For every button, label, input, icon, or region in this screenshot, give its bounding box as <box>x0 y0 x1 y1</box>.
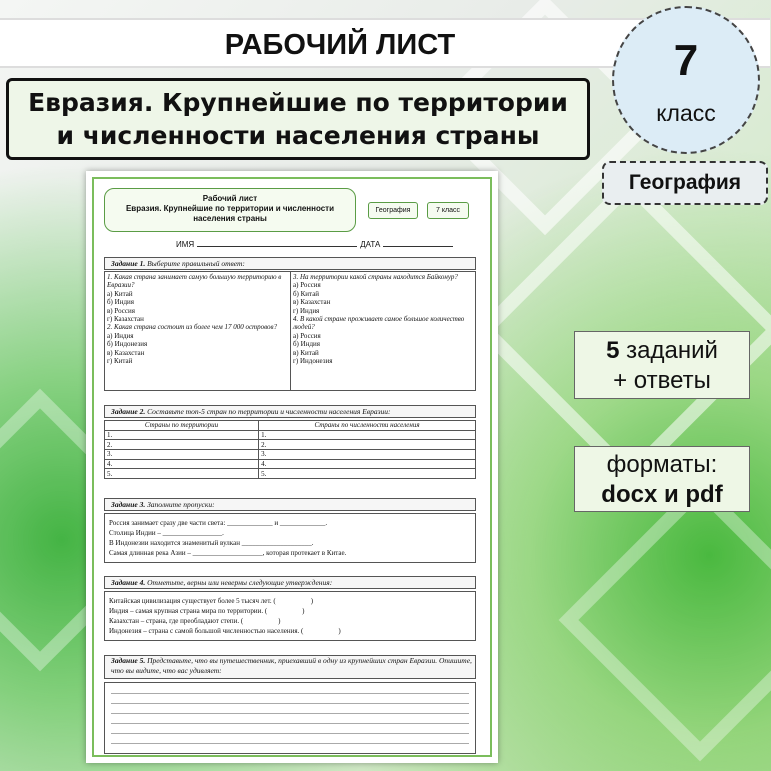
task3-text: Заполните пропуски: <box>145 500 215 509</box>
table-cell: 3. <box>105 450 259 460</box>
question-2: 2. Какая страна состоит из более чем 17 000 островов? <box>107 323 278 332</box>
writing-line <box>111 703 469 704</box>
option: в) Китай <box>293 348 319 357</box>
sheet-tag-grade: 7 класс <box>427 202 469 219</box>
option: а) Китай <box>107 289 133 298</box>
table-cell: 1. <box>105 430 259 440</box>
task3-title <box>104 498 476 511</box>
option: а) Россия <box>293 281 321 290</box>
task1-col-left <box>105 272 291 390</box>
table-cell: 5. <box>259 469 476 479</box>
task5-text: Представьте, что вы путешественник, приехавший в одну из крупнейших стран Евразии. Опишите, что вы видите, что вас удивляет: <box>111 656 472 675</box>
banner-title: РАБОЧИЙ ЛИСТ <box>224 29 456 61</box>
table-header: Страны по территории <box>105 421 259 431</box>
option: а) Индия <box>107 331 134 340</box>
sheet-header-line3: населения страны <box>193 214 267 223</box>
table-cell: 3. <box>259 450 476 460</box>
option: в) Россия <box>107 306 135 315</box>
fill-line: В Индонезии находится знаменитый вулкан ____________________. <box>109 539 314 547</box>
option: в) Казахстан <box>107 348 145 357</box>
sheet-tag-subject: География <box>368 202 418 219</box>
table-row <box>105 440 476 450</box>
option: б) Китай <box>293 289 320 298</box>
tasks-answers: + ответы <box>613 367 711 394</box>
statement: Индия – самая крупная страна мира по территории. ( ) <box>109 607 305 615</box>
question-1: 1. Какая страна занимает самую большую территорию в Евразии? <box>107 273 282 290</box>
task2-body <box>104 420 476 484</box>
statement: Китайская цивилизация существует более 5 тысяч лет. ( ) <box>109 597 314 605</box>
date-field <box>383 239 453 247</box>
option: г) Китай <box>107 357 133 366</box>
task1-body <box>104 271 476 391</box>
topic-title <box>6 78 590 160</box>
option: б) Индонезия <box>107 340 148 349</box>
name-label: ИМЯ <box>176 240 195 249</box>
formats-info <box>574 446 750 512</box>
table-row <box>105 459 476 469</box>
tasks-count: 5 <box>606 337 620 364</box>
task1-title <box>104 257 476 270</box>
date-label: ДАТА <box>360 240 381 249</box>
option: г) Индия <box>293 306 320 315</box>
task5-body <box>104 682 476 754</box>
fill-line: Столица Индии – _________________. <box>109 529 224 537</box>
sheet-header-line2: Евразия. Крупнейшие по территории и численности <box>125 204 335 213</box>
topic-line-2: и численности населения страны <box>56 121 540 150</box>
task3-body <box>104 513 476 563</box>
table-cell: 2. <box>259 440 476 450</box>
question-3: 3. На территории какой страны находится Байконур? <box>293 273 458 281</box>
option: в) Казахстан <box>293 298 331 307</box>
table-cell: 2. <box>105 440 259 450</box>
name-date-line <box>176 239 453 249</box>
sheet-header <box>104 188 356 232</box>
topic-line-1: Евразия. Крупнейшие по территории <box>28 88 568 117</box>
background-shape <box>474 174 771 485</box>
option: а) Россия <box>293 331 321 340</box>
sheet-header-line1: Рабочий лист <box>202 194 258 203</box>
table-header: Страны по численности населения <box>259 421 476 431</box>
formats-label: форматы: <box>606 451 718 478</box>
table-cell: 4. <box>105 459 259 469</box>
writing-line <box>111 743 469 744</box>
subject-badge: География <box>602 161 768 205</box>
option: б) Индия <box>293 340 320 349</box>
top5-table <box>104 420 476 479</box>
name-field <box>197 239 357 247</box>
task1-label: Задание 1. <box>111 259 146 268</box>
table-cell: 5. <box>105 469 259 479</box>
option: г) Индонезия <box>293 357 333 366</box>
question-4: 4. В какой стране проживает самое большое количество людей? <box>293 315 465 332</box>
table-cell: 4. <box>259 459 476 469</box>
fill-line: Россия занимает сразу две части света: _____________ и _____________. <box>109 519 328 527</box>
task1-text: Выберите правильный ответ: <box>145 259 245 268</box>
writing-line <box>111 693 469 694</box>
task2-title <box>104 405 476 418</box>
grade-word: класс <box>656 100 716 126</box>
table-row <box>105 450 476 460</box>
task3-label: Задание 3. <box>111 500 146 509</box>
task1-col-right <box>291 272 475 390</box>
task5-title <box>104 655 476 679</box>
table-cell: 1. <box>259 430 476 440</box>
grade-number: 7 <box>673 36 699 85</box>
writing-line <box>111 733 469 734</box>
task5-label: Задание 5. <box>111 656 146 665</box>
formats-value: docx и pdf <box>601 481 723 508</box>
table-row <box>105 430 476 440</box>
writing-line <box>111 723 469 724</box>
grade-badge <box>612 6 760 154</box>
option: б) Индия <box>107 298 134 307</box>
task4-label: Задание 4. <box>111 578 146 587</box>
tasks-info <box>574 331 750 399</box>
task4-text: Отметьте, верны или неверны следующие утверждения: <box>145 578 333 587</box>
task2-text: Составьте топ-5 стран по территории и численности населения Евразии: <box>145 407 391 416</box>
task2-label: Задание 2. <box>111 407 146 416</box>
task4-title <box>104 576 476 589</box>
option: г) Казахстан <box>107 315 144 324</box>
statement: Индонезия – страна с самой большой численностью населения. ( ) <box>109 627 341 635</box>
tasks-count-word: заданий <box>619 337 718 364</box>
table-row <box>105 469 476 479</box>
background-shape <box>559 479 771 762</box>
worksheet-preview <box>86 171 498 763</box>
statement: Казахстан – страна, где преобладают степи. ( ) <box>109 617 281 625</box>
task4-body <box>104 591 476 641</box>
writing-line <box>111 713 469 714</box>
fill-line: Самая длинная река Азии – ____________________, которая протекает в Китае. <box>109 549 347 557</box>
